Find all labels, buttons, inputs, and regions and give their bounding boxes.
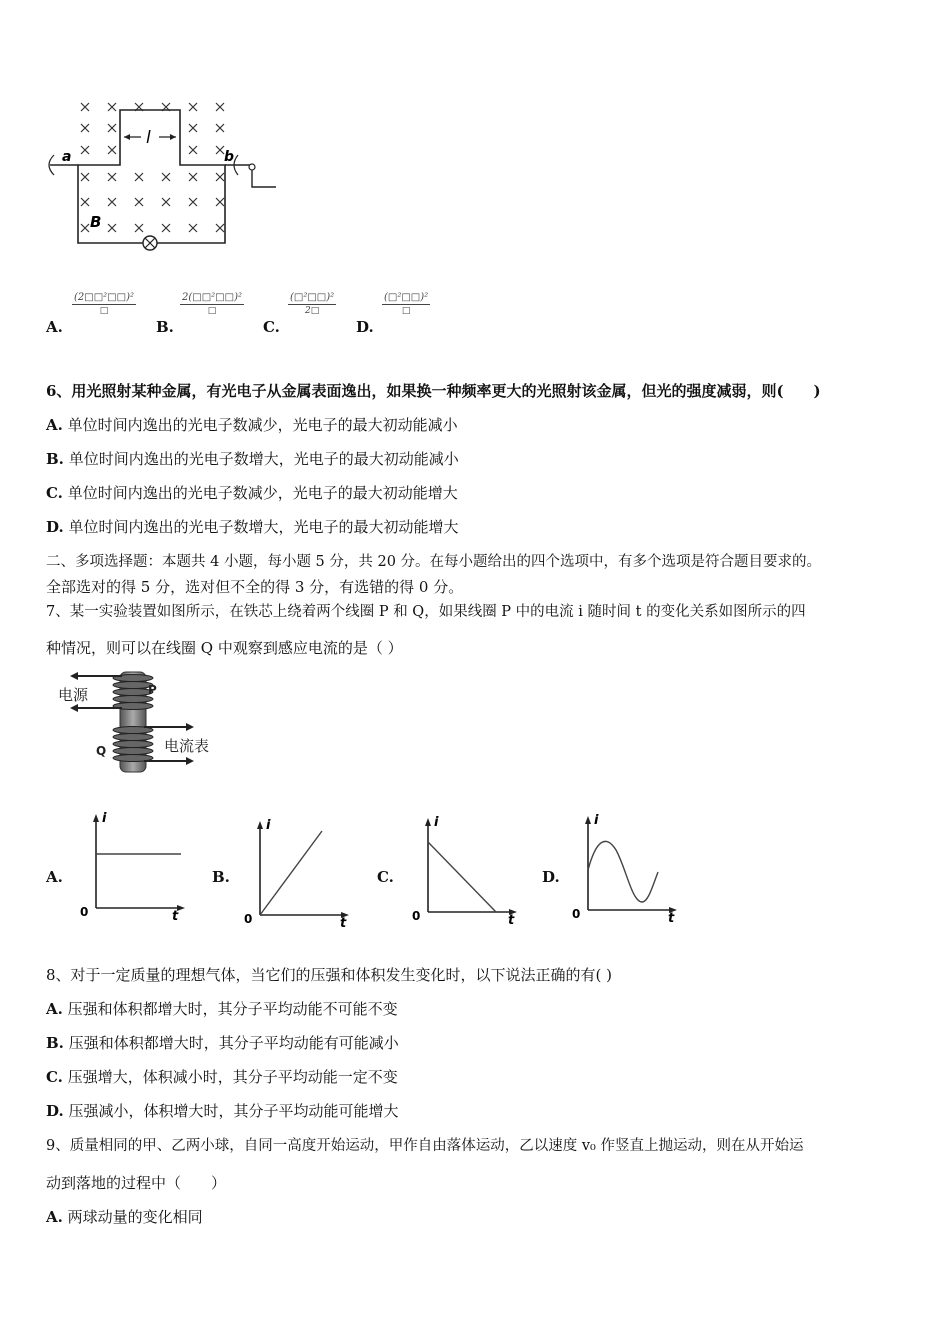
field-cross: [216, 224, 224, 232]
graph-c-curve: [428, 842, 496, 912]
q6-option-a-text: 单位时间内逸出的光电子数减少，光电子的最大初动能减小: [67, 416, 458, 434]
q6-option-d: [46, 516, 459, 537]
field-cross: [162, 173, 170, 181]
q7-graph-c: [408, 812, 523, 927]
field-cross: [189, 124, 197, 132]
field-cross: [81, 124, 89, 132]
field-cross: [189, 173, 197, 181]
field-cross: [108, 198, 116, 206]
q7-graph-b-label: B.: [212, 868, 230, 886]
q8-option-b-text: 压强和体积都增大时，其分子平均动能有可能减小: [68, 1034, 399, 1052]
q9-line2: 动到落地的过程中（ ）: [46, 1174, 227, 1192]
q5-option-b-den: □: [207, 306, 217, 316]
q5-option-c-den: 2□: [304, 306, 320, 316]
section2-line2: 全部选对的得 5 分，选对但不全的得 3 分，有选错的得 0 分。: [46, 578, 464, 596]
field-cross: [81, 173, 89, 181]
coil-winding: [113, 748, 153, 755]
graph-d-t: t: [668, 911, 675, 925]
field-cross: [81, 146, 89, 154]
label-l: l: [146, 128, 151, 148]
q5-option-b-num: 2(□□²□□)²: [182, 292, 242, 303]
q5-option-d-formula: [382, 292, 430, 316]
graph-d-curve: [588, 841, 658, 902]
q8-option-d: [46, 1100, 399, 1121]
label-B: B: [90, 213, 102, 231]
field-cross: [135, 198, 143, 206]
q7-graph-d-label: D.: [542, 868, 560, 886]
field-cross: [216, 103, 224, 111]
graph-d-origin: 0: [572, 907, 581, 921]
q7-graph-b: [240, 815, 355, 930]
q8-option-a-label: A.: [46, 1000, 63, 1018]
section2-line1: 二、多项选择题：本题共 4 小题，每小题 5 分，共 20 分。在每小题给出的四个选项中，有多个选项是符合题目要求的。: [46, 554, 822, 570]
q5-option-b-formula: [180, 292, 244, 316]
coil-winding: [113, 734, 153, 741]
coil-winding: [113, 696, 153, 703]
coil-winding: [113, 741, 153, 748]
field-cross: [216, 198, 224, 206]
graph-b-origin: 0: [244, 912, 253, 926]
q5-option-a-label: A.: [46, 318, 63, 336]
ammeter-label: 电流表: [164, 737, 210, 755]
q8-option-b: [46, 1032, 399, 1053]
field-cross: [108, 103, 116, 111]
q5-figure: [40, 95, 290, 260]
q6-option-b: [46, 448, 459, 469]
q6-stem: 6、用光照射某种金属，有光电子从金属表面逸出，如果换一种频率更大的光照射该金属，但光的强度减弱，则( ): [46, 382, 821, 400]
field-cross: [135, 224, 143, 232]
graph-b-t: t: [340, 916, 347, 930]
graph-a-origin: 0: [80, 905, 89, 919]
q5-option-a-formula: [72, 292, 136, 316]
q7-graph-a: [76, 808, 191, 923]
q7-coil-figure: [50, 668, 250, 778]
field-cross: [108, 224, 116, 232]
coil-winding: [113, 682, 153, 689]
label-a: a: [62, 149, 72, 165]
graph-a-t: t: [172, 909, 179, 923]
q7-line2: 种情况，则可以在线圈 Q 中观察到感应电流的是（ ）: [46, 639, 403, 657]
q7-graph-c-label: C.: [377, 868, 394, 886]
label-b: b: [224, 149, 235, 165]
power-label: 电源: [58, 686, 89, 704]
q8-option-a: [46, 998, 398, 1019]
field-cross: [216, 146, 224, 154]
q5-option-a-den: □: [99, 306, 109, 316]
field-cross: [189, 198, 197, 206]
q6-option-b-label: B.: [46, 450, 64, 468]
q8-option-c-text: 压强增大，体积减小时，其分子平均动能一定不变: [67, 1068, 398, 1086]
q6-option-c-text: 单位时间内逸出的光电子数减少，光电子的最大初动能增大: [67, 484, 458, 502]
q8-option-a-text: 压强和体积都增大时，其分子平均动能不可能不变: [67, 1000, 398, 1018]
field-cross: [81, 224, 89, 232]
coil-p: [113, 675, 153, 710]
q6-option-c: [46, 482, 458, 503]
graph-c-t: t: [508, 913, 515, 927]
graph-c-i: i: [434, 815, 439, 830]
field-cross: [81, 103, 89, 111]
q6-option-d-text: 单位时间内逸出的光电子数增大，光电子的最大初动能增大: [68, 518, 459, 536]
q5-option-d-num: (□²□□)²: [384, 292, 429, 303]
graph-b-curve: [260, 831, 322, 915]
q5-option-d-den: □: [401, 306, 411, 316]
field-cross: [108, 173, 116, 181]
q8-option-c-label: C.: [46, 1068, 63, 1086]
q5-option-c-label: C.: [263, 318, 280, 336]
q8-option-d-text: 压强减小，体积增大时，其分子平均动能可能增大: [68, 1102, 399, 1120]
field-cross: [216, 173, 224, 181]
crank-handle: [252, 165, 276, 187]
q5-option-b-label: B.: [156, 318, 174, 336]
q8-option-b-label: B.: [46, 1034, 64, 1052]
q6-option-c-label: C.: [46, 484, 63, 502]
q7-graph-a-label: A.: [46, 868, 63, 886]
field-cross: [189, 224, 197, 232]
q6-option-a-label: A.: [46, 416, 63, 434]
field-cross: [81, 198, 89, 206]
q9-option-a-text: 两球动量的变化相同: [67, 1208, 203, 1226]
graph-b-i: i: [266, 818, 271, 833]
q9-option-a-label: A.: [46, 1208, 63, 1226]
q7-line1: 7、某一实验装置如图所示，在铁芯上绕着两个线圈 P 和 Q，如果线圈 P 中的电流 i 随时间 t 的变化关系如图所示的四: [46, 604, 806, 620]
field-cross: [108, 146, 116, 154]
q8-stem: 8、对于一定质量的理想气体，当它们的压强和体积发生变化时，以下说法正确的有( ): [46, 966, 613, 984]
coil-q: [113, 727, 153, 762]
q5-option-c-formula: [288, 292, 336, 316]
q6-option-b-text: 单位时间内逸出的光电子数增大，光电子的最大初动能减小: [68, 450, 459, 468]
q6-option-a: [46, 414, 458, 435]
coil-p-label: P: [148, 683, 157, 697]
field-cross: [135, 173, 143, 181]
graph-c-origin: 0: [412, 909, 421, 923]
coil-q-label: Q: [96, 744, 107, 758]
q8-option-c: [46, 1066, 398, 1087]
q9-option-a: [46, 1206, 203, 1227]
q5-option-c-num: (□²□□)²: [290, 292, 335, 303]
graph-d-i: i: [594, 813, 599, 828]
q7-graph-d: [568, 810, 683, 925]
q9-line1: 9、质量相同的甲、乙两小球，自同一高度开始运动，甲作自由落体运动，乙以速度 v₀ 作竖直上抛运动，则在从开始运: [46, 1138, 804, 1154]
magnetic-field-crosses: [81, 103, 224, 232]
q5-option-a-num: (2□□²□□)²: [74, 292, 134, 303]
q5-option-d-label: D.: [356, 318, 374, 336]
field-cross: [189, 103, 197, 111]
field-cross: [216, 124, 224, 132]
q6-option-d-label: D.: [46, 518, 64, 536]
field-cross: [189, 146, 197, 154]
graph-a-i: i: [102, 811, 107, 826]
field-cross: [162, 198, 170, 206]
field-cross: [162, 224, 170, 232]
field-cross: [108, 124, 116, 132]
q8-option-d-label: D.: [46, 1102, 64, 1120]
coil-winding: [113, 689, 153, 696]
